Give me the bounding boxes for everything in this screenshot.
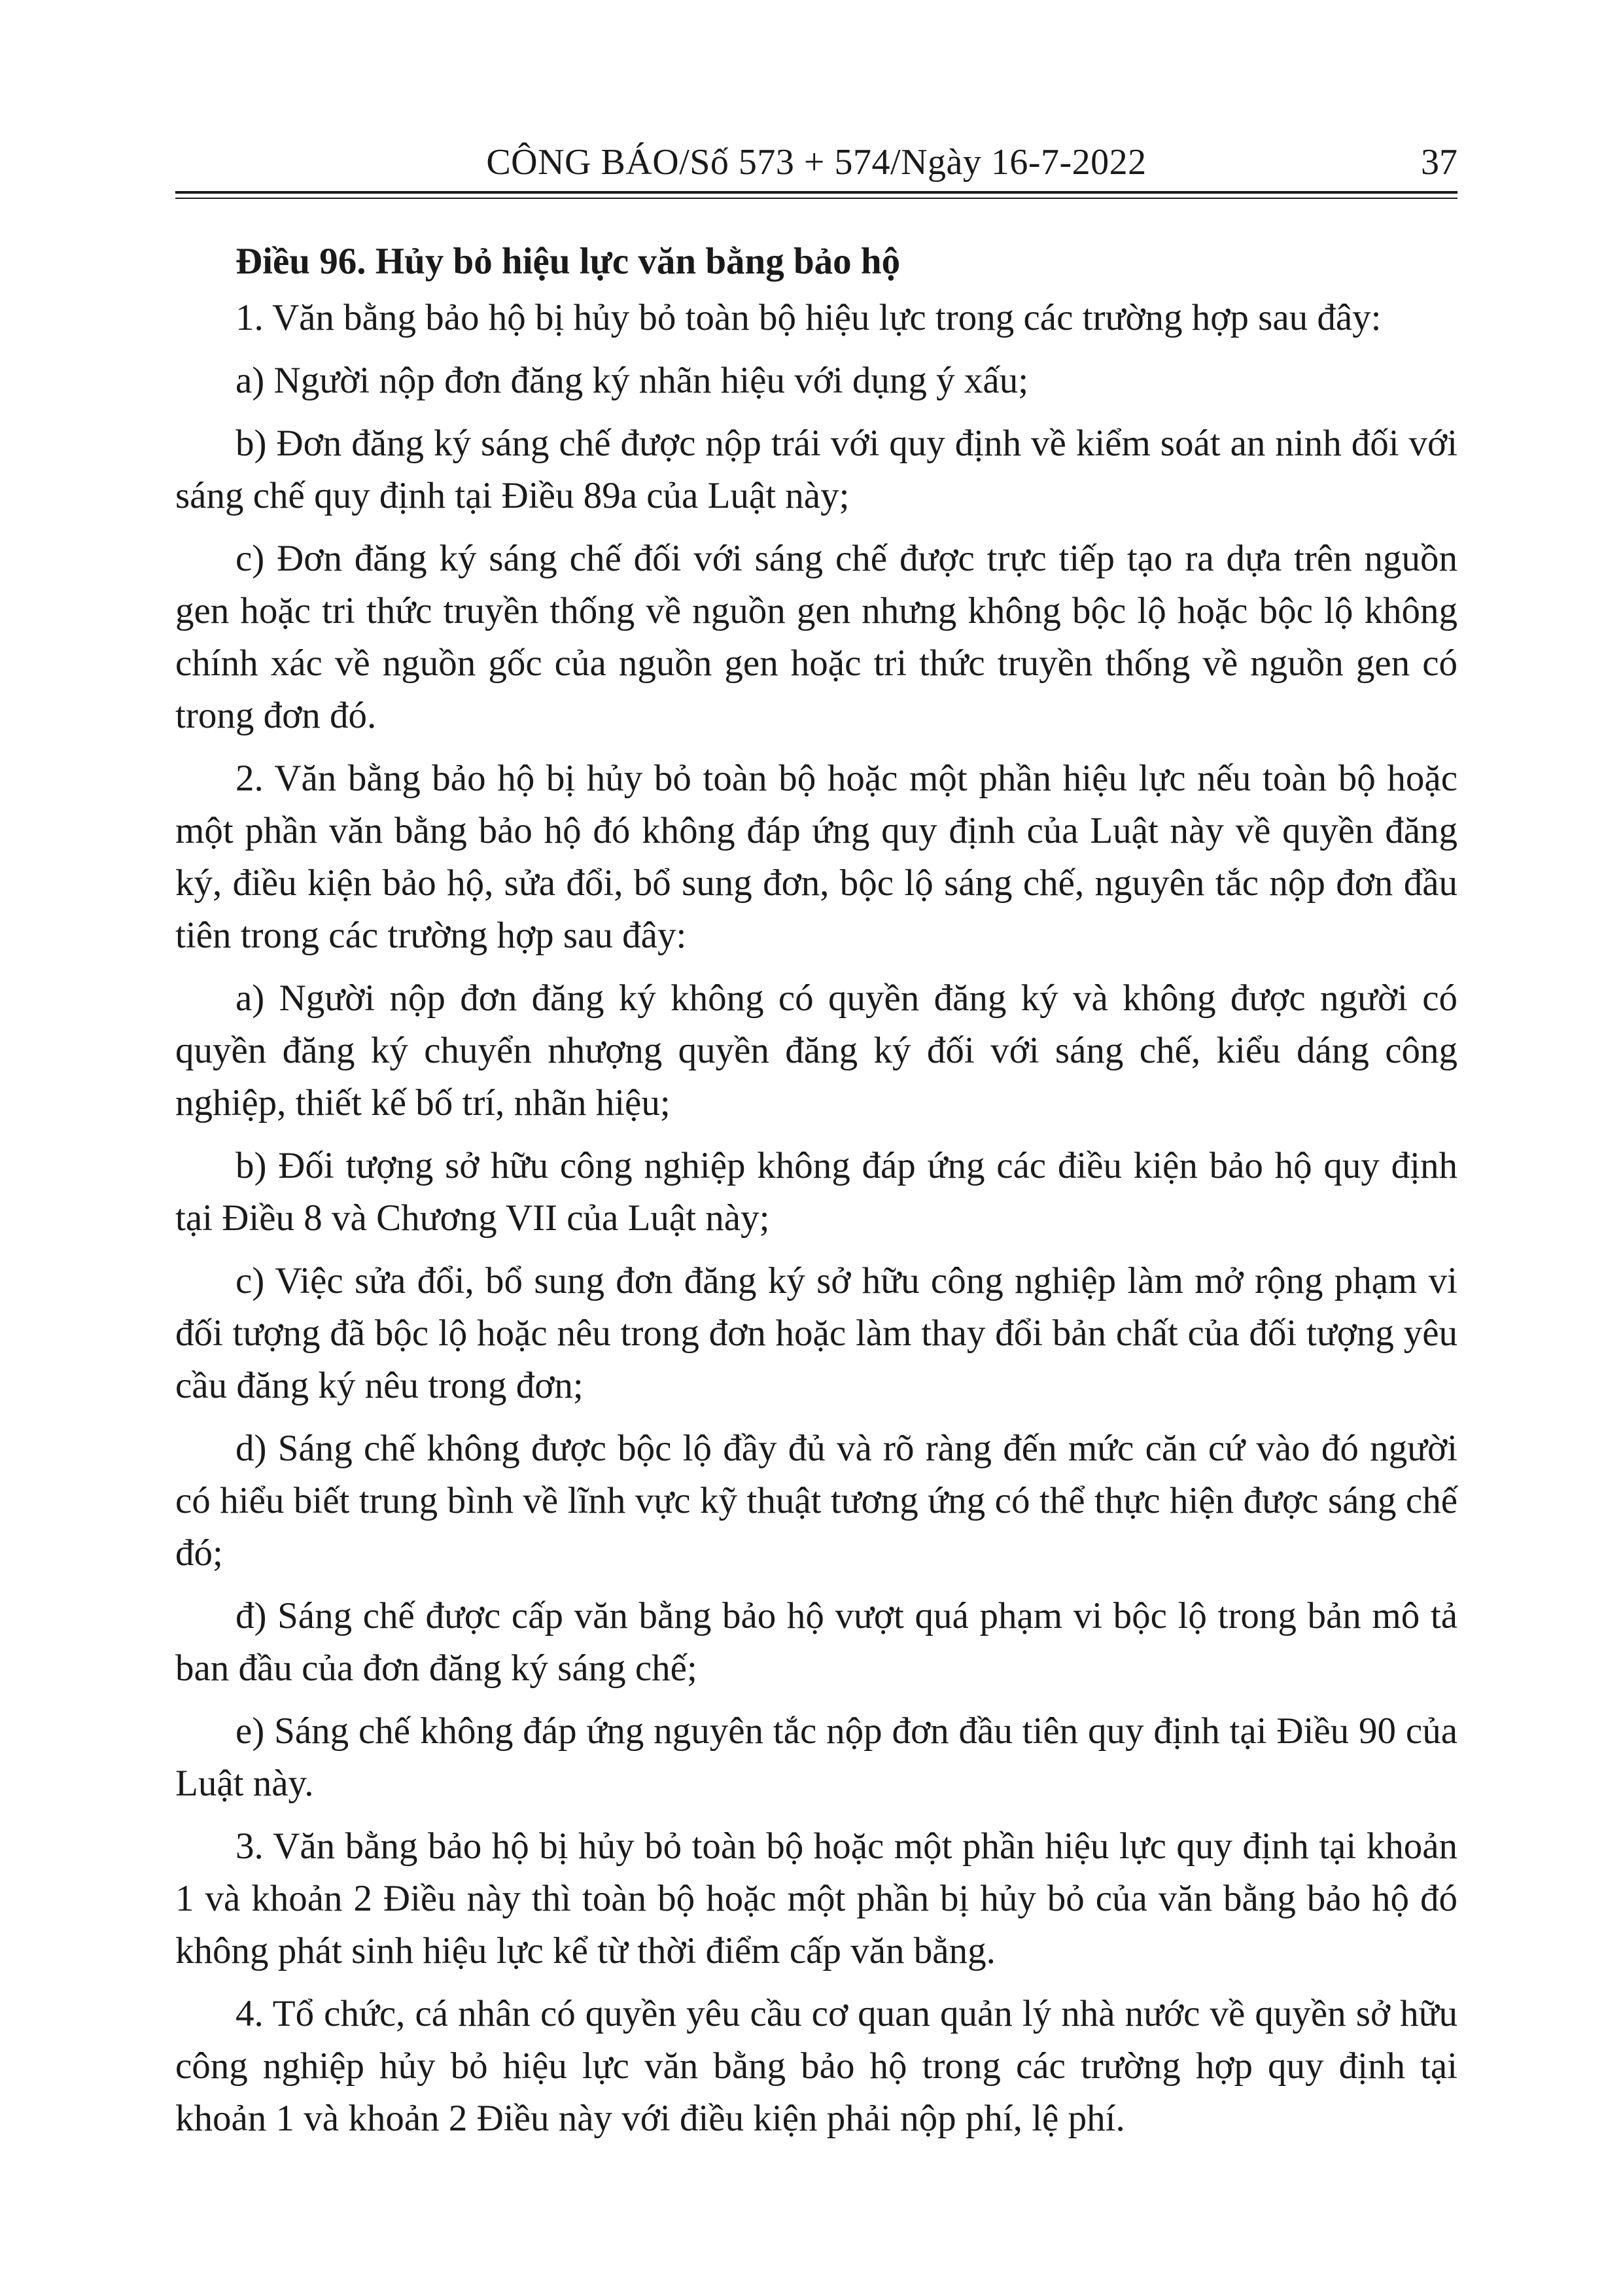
header-rule-thin [175,198,1457,199]
paragraph-clause-3: 3. Văn bằng bảo hộ bị hủy bỏ toàn bộ hoặc một phần hiệu lực quy định tại khoản 1 và khoản 2 Điều này thì toàn bộ hoặc một phần bị hủy bỏ của văn bằng bảo hộ đó không phát sinh hiệu lực kể từ thời điểm cấp văn bằng. [175,1826,1457,1971]
paragraph-clause-2dd: đ) Sáng chế được cấp văn bằng bảo hộ vượt quá phạm vi bộc lộ trong bản mô tả ban đầu của đơn đăng ký sáng chế; [175,1595,1457,1689]
paragraph-clause-2e: e) Sáng chế không đáp ứng nguyên tắc nộp đơn đầu tiên quy định tại Điều 90 của Luật này. [175,1710,1457,1804]
paragraph-clause-2d: d) Sáng chế không được bộc lộ đầy đủ và rõ ràng đến mức căn cứ vào đó người có hiểu biết trung bình về lĩnh vực kỹ thuật tương ứng có thể thực hiện được sáng chế đó; [175,1428,1457,1574]
paragraph-clause-4: 4. Tổ chức, cá nhân có quyền yêu cầu cơ quan quản lý nhà nước về quyền sở hữu công nghiệp hủy bỏ hiệu lực văn bằng bảo hộ trong các trường hợp quy định tại khoản 1 và khoản 2 Điều này với điều kiện phải nộp phí, lệ phí. [175,1993,1457,2139]
page-number: 37 [1421,142,1457,183]
paragraph-clause-1b: b) Đơn đăng ký sáng chế được nộp trái với quy định về kiểm soát an ninh đối với sáng chế quy định tại Điều 89a của Luật này; [175,423,1457,516]
paragraph-clause-2c: c) Việc sửa đổi, bổ sung đơn đăng ký sở hữu công nghiệp làm mở rộng phạm vi đối tượng đã bộc lộ hoặc nêu trong đơn hoặc làm thay đổi bản chất của đối tượng yêu cầu đăng ký nêu trong đơn; [175,1260,1457,1406]
paragraph-clause-1c: c) Đơn đăng ký sáng chế đối với sáng chế được trực tiếp tạo ra dựa trên nguồn gen hoặc tri thức truyền thống về nguồn gen nhưng không bộc lộ hoặc bộc lộ không chính xác về nguồn gốc của nguồn gen hoặc tri thức truyền thống về nguồn gen có trong đơn đó. [175,538,1457,736]
paragraph-clause-2: 2. Văn bằng bảo hộ bị hủy bỏ toàn bộ hoặc một phần hiệu lực nếu toàn bộ hoặc một phần văn bằng bảo hộ đó không đáp ứng quy định của Luật này về quyền đăng ký, điều kiện bảo hộ, sửa đổi, bổ sung đơn, bộc lộ sáng chế, nguyên tắc nộp đơn đầu tiên trong các trường hợp sau đây: [175,758,1457,956]
article-title: Điều 96. Hủy bỏ hiệu lực văn bằng bảo hộ [236,241,901,282]
paragraph-clause-2a: a) Người nộp đơn đăng ký không có quyền đăng ký và không được người có quyền đăng ký chuyển nhượng quyền đăng ký đối với sáng chế, kiểu dáng công nghiệp, thiết kế bố trí, nhãn hiệu; [175,978,1457,1123]
paragraph-clause-1a: a) Người nộp đơn đăng ký nhãn hiệu với dụng ý xấu; [236,360,1029,401]
article-body [175,236,1457,2155]
paragraph-clause-1: 1. Văn bằng bảo hộ bị hủy bỏ toàn bộ hiệu lực trong các trường hợp sau đây: [236,297,1382,338]
header-rule-thick [175,191,1457,194]
paragraph-clause-2b: b) Đối tượng sở hữu công nghiệp không đáp ứng các điều kiện bảo hộ quy định tại Điều 8 và Chương VII của Luật này; [175,1145,1457,1239]
page-header [175,135,1457,194]
gazette-header-title: CÔNG BÁO/Số 573 + 574/Ngày 16-7-2022 [486,142,1147,183]
